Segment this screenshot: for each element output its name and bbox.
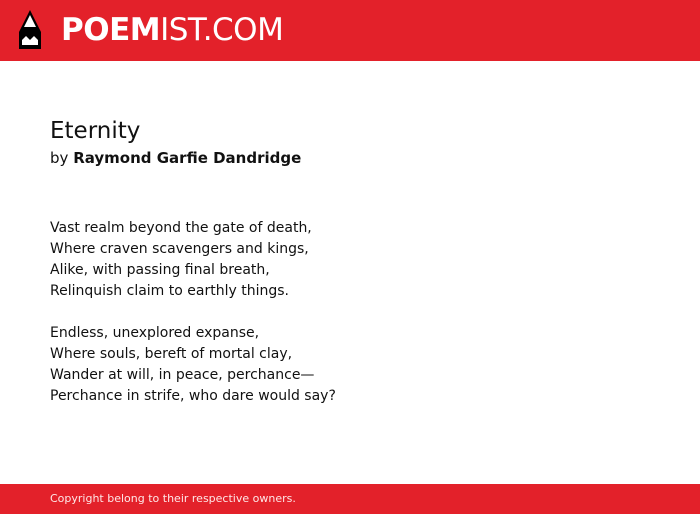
site-header bbox=[0, 0, 700, 61]
poem-line: Where craven scavengers and kings, bbox=[50, 241, 309, 257]
poem-byline bbox=[50, 147, 650, 169]
poem-stanza-2 bbox=[50, 323, 650, 407]
poem-author: Raymond Garfie Dandridge bbox=[73, 149, 302, 167]
brand-bold-text: POEM bbox=[61, 12, 161, 48]
poem-line: Alike, with passing final breath, bbox=[50, 262, 270, 278]
poem-line: Where souls, bereft of mortal clay, bbox=[50, 346, 293, 362]
copyright-notice: Copyright belong to their respective owners. bbox=[50, 492, 296, 505]
poem-stanza-1 bbox=[50, 218, 650, 302]
poem-line: Perchance in strife, who dare would say? bbox=[50, 388, 336, 404]
site-logo-text[interactable] bbox=[61, 12, 283, 48]
poem-line: Wander at will, in peace, perchance— bbox=[50, 367, 315, 383]
poem-body bbox=[50, 218, 650, 407]
by-label: by bbox=[50, 149, 69, 167]
poem-line: Relinquish claim to earthly things. bbox=[50, 283, 289, 299]
poem-line: Vast realm beyond the gate of death, bbox=[50, 220, 312, 236]
pencil-mountain-icon[interactable] bbox=[17, 9, 43, 52]
brand-light-text: IST.COM bbox=[160, 12, 284, 48]
site-footer bbox=[0, 484, 700, 514]
poem-title: Eternity bbox=[50, 118, 141, 144]
poem-line: Endless, unexplored expanse, bbox=[50, 325, 260, 341]
poem-content bbox=[50, 116, 650, 428]
